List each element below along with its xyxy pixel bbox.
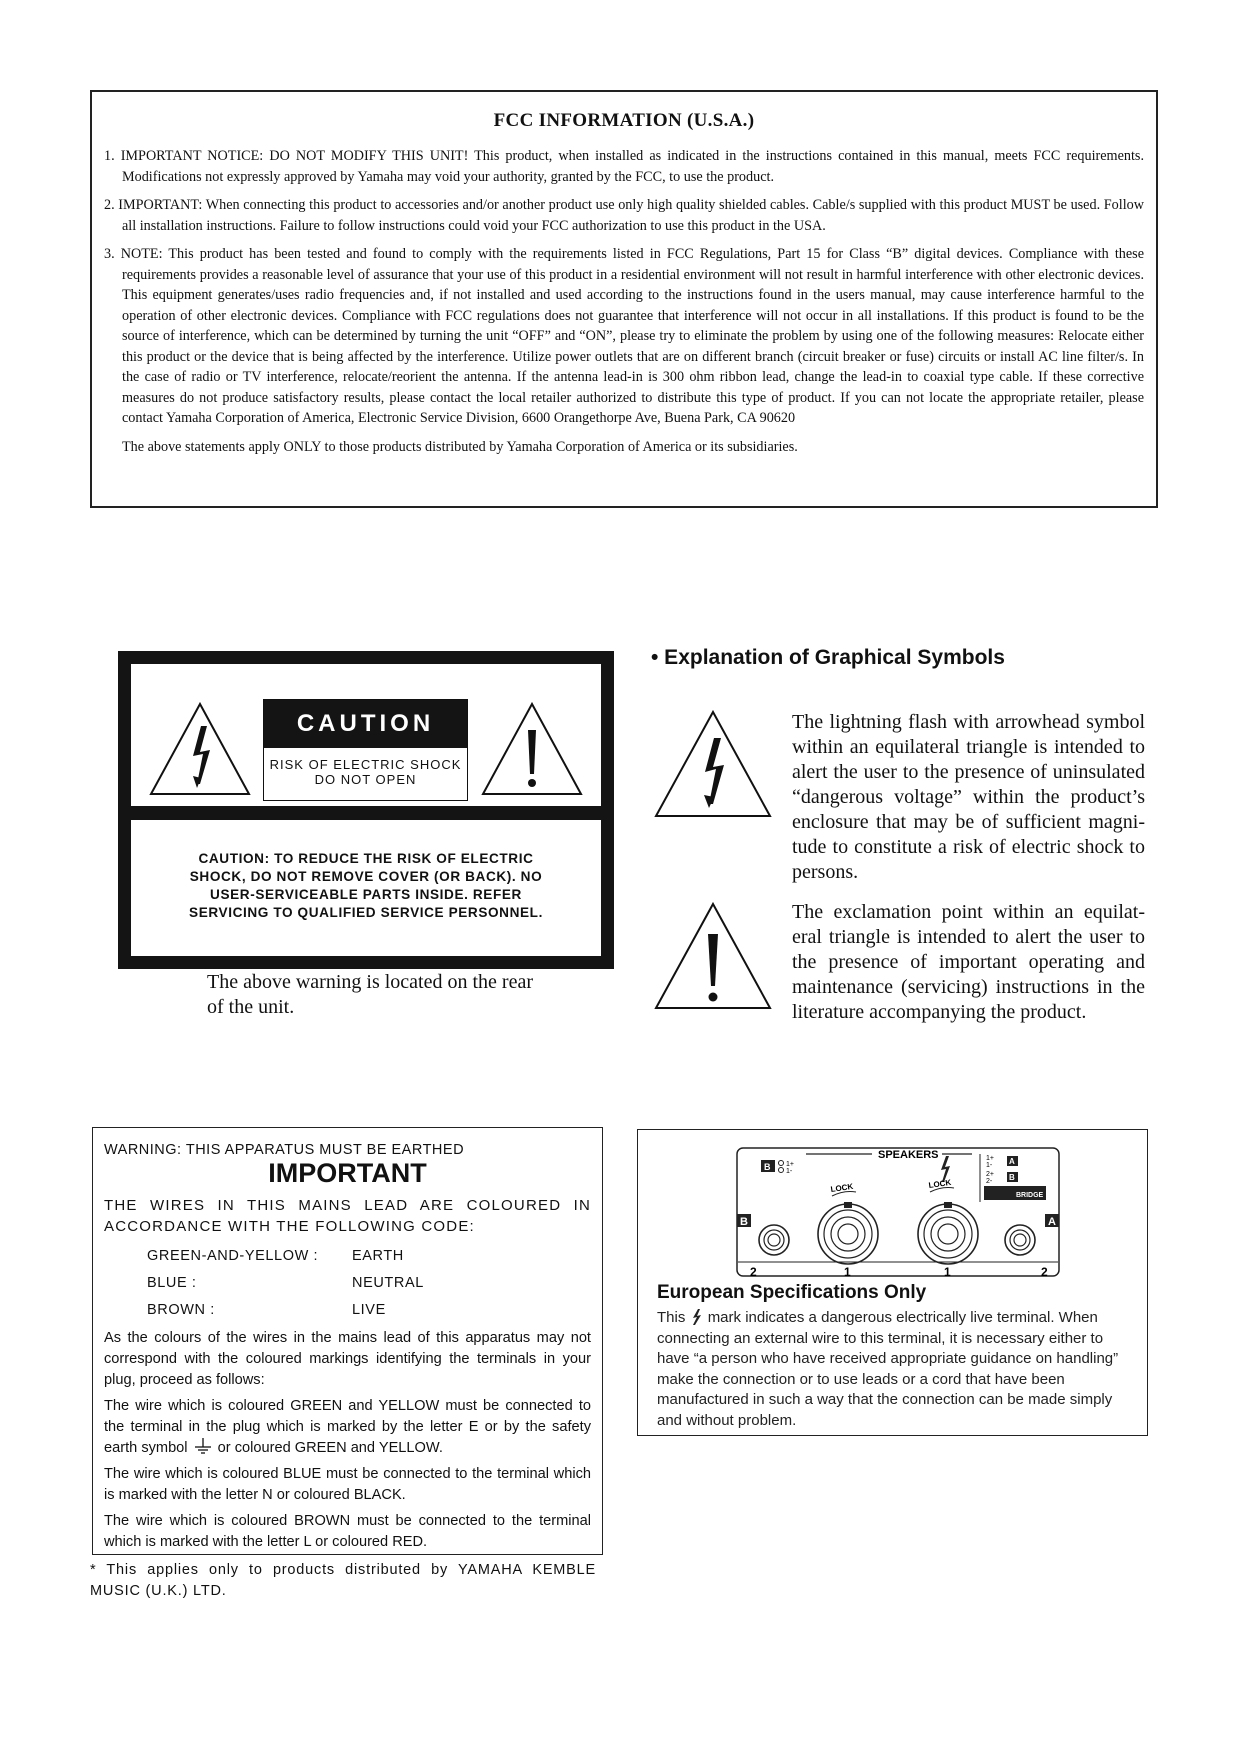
fcc-list — [104, 146, 1144, 429]
fcc-item-2: 2. IMPORTANT: When connecting this product to accessories and/or another product use only high quality shielded cables. Cable/s supplied with this product MUST be used. Follow all installation instructions. Failure to follow instructions could void your FCC authorization to use this product in the USA. — [104, 197, 1144, 234]
label-a-side: A — [1048, 1216, 1056, 1228]
fcc-title: FCC INFORMATION (U.S.A.) — [493, 110, 755, 131]
exclamation-warning-icon — [479, 700, 585, 798]
wire-meaning: NEUTRAL — [352, 1275, 424, 1291]
label-b-side: B — [740, 1216, 748, 1228]
wire-code-row — [104, 1297, 591, 1324]
lightning-explanation: The lightning flash with arrowhead symbol within an equilateral triangle is intended to alert the user to the presence of uninsulated “dangerous voltage” within the product’s enclosure that may be of sufficient magni-tude to constitute a risk of electric shock to persons. — [792, 711, 1145, 883]
exclamation-symbol-icon — [652, 900, 774, 1012]
wire-code-intro: THE WIRES IN THIS MAINS LEAD ARE COLOURED IN ACCORDANCE WITH THE FOLLOWING CODE: — [104, 1197, 591, 1235]
pin-1-plus-a: 1+ — [986, 1155, 994, 1162]
pin-2-plus-b: 2+ — [986, 1171, 994, 1178]
eu-text-after: mark indicates a dangerous electrically live terminal. When connecting an external wire to this terminal, it is necessary either to have “a person who have received appropriate guidance on handling” make the connection or to use leads or a cord that have been manufactured in such a way that the connection can be made simply and without problem. — [657, 1309, 1119, 1429]
lightning-warning-icon — [147, 700, 253, 798]
wire-code-row — [104, 1270, 591, 1297]
blue-wire-paragraph: The wire which is coloured BLUE must be connected to the terminal which is marked with the letter N or coloured BLACK. — [104, 1466, 591, 1503]
uk-footnote: * This applies only to products distributed by YAMAHA KEMBLE MUSIC (U.K.) LTD. — [90, 1562, 596, 1599]
lightning-symbol-icon — [652, 708, 774, 820]
live-mark-icon — [690, 1308, 704, 1326]
num-2-left: 2 — [750, 1265, 757, 1279]
green-yellow-text-before: The wire which is coloured GREEN and YELLOW must be connected to the terminal in the plug which is marked by the letter E or by the safety earth symbol — [104, 1398, 591, 1456]
caution-body-text: CAUTION: TO REDUCE THE RISK OF ELECTRIC SHOCK, DO NOT REMOVE COVER (OR BACK). NO USER-SERVICEABLE PARTS INSIDE. REFER SERVICING TO QUALIFIED SERVICE PERSONNEL. — [189, 851, 543, 920]
mains-lead-paragraph: As the colours of the wires in the mains lead of this apparatus may not correspond with the coloured markings identifying the terminals in your plug, proceed as follows: — [104, 1330, 591, 1388]
speakers-label: SPEAKERS — [878, 1149, 939, 1161]
caution-bottom-area — [131, 820, 601, 956]
earthed-warning: WARNING: THIS APPARATUS MUST BE EARTHED — [104, 1142, 465, 1158]
fcc-apply-note: The above statements apply ONLY to those products distributed by Yamaha Corporation of America or its subsidiaries. — [122, 438, 798, 455]
eu-text-before: This — [657, 1309, 686, 1326]
caution-subtitle — [264, 748, 467, 787]
lock-label-right: LOCK — [928, 1177, 952, 1190]
exclamation-explanation: The exclamation point within an equilat-eral triangle is intended to alert the user to the presence of important operating and maintenance (servicing) instructions in the literature accompanying the product. — [792, 901, 1145, 1023]
pin-1-minus-a: 1- — [986, 1162, 993, 1169]
fcc-information-box — [90, 90, 1158, 508]
wire-meaning: EARTH — [352, 1248, 404, 1264]
pin-1-minus: 1- — [786, 1168, 793, 1175]
wire-colour: BLUE : — [147, 1275, 197, 1291]
important-heading: IMPORTANT — [268, 1158, 427, 1188]
num-1-right: 1 — [944, 1265, 951, 1279]
caution-top-area — [131, 664, 601, 806]
caution-subtitle-line2: DO NOT OPEN — [314, 772, 417, 787]
label-b-small: B — [764, 1162, 771, 1172]
earthing-warning-box — [92, 1127, 603, 1555]
european-spec-title: European Specifications Only — [657, 1282, 927, 1303]
caution-subtitle-line1: RISK OF ELECTRIC SHOCK — [269, 757, 462, 772]
label-a-small: A — [1009, 1157, 1015, 1166]
caution-panel — [118, 651, 614, 969]
pin-2-minus-b: 2- — [986, 1178, 993, 1185]
num-1-left: 1 — [844, 1265, 851, 1279]
label-b-pin: B — [1009, 1173, 1015, 1182]
green-yellow-text-after: or coloured GREEN and YELLOW. — [217, 1440, 443, 1456]
european-spec-text — [657, 1308, 1137, 1432]
lock-label-left: LOCK — [830, 1181, 854, 1194]
fcc-item-1: 1. IMPORTANT NOTICE: DO NOT MODIFY THIS UNIT! This product, when installed as indicated in the instructions contained in this manual, meets FCC requirements. Modifications not expressly approved by Yamaha may void your authority, granted by the FCC, to use the product. — [104, 148, 1144, 185]
green-yellow-paragraph — [104, 1396, 591, 1459]
pin-1-plus: 1+ — [786, 1161, 794, 1168]
wire-colour: BROWN : — [147, 1302, 215, 1318]
bridge-label: BRIDGE — [1016, 1192, 1044, 1199]
wire-code-row — [104, 1243, 591, 1270]
brown-wire-paragraph: The wire which is coloured BROWN must be connected to the terminal which is marked with the letter L or coloured RED. — [104, 1513, 591, 1550]
speaker-terminal-panel-diagram — [736, 1142, 1061, 1280]
fcc-item-3: 3. NOTE: This product has been tested and found to comply with the requirements listed in FCC Regulations, Part 15 for Class “B” digital devices. Compliance with these requirements provides a reasonable level of assurance that your use of this product in a residential environment will not result in harmful interference with other electronic devices. This equipment generates/uses radio frequencies and, if not installed and used according to the instructions found in the users manual, may cause interference harmful to the operation of other electronic devices. Compliance with FCC regulations does not guarantee that interference will not occur in all installations. If this product is found to be the source of interference, which can be determined by turning the unit “OFF” and “ON”, please try to eliminate the problem by using one of the following measures: Relocate either this product or the device that is being affected by the interference. Utilize power outlets that are on different branch (circuit breaker or fuse) circuits or install AC line filter/s. In the case of radio or TV interference, relocate/reorient the antenna. If the antenna lead-in is 300 ohm ribbon lead, change the lead-in to coaxial type cable. If these corrective measures do not produce satisfactory results, please contact the local retailer authorized to distribute this type of product. If you can not locate the appropriate retailer, please contact Yamaha Corporation of America, Electronic Service Division, 6600 Orangethorpe Ave, Buena Park, CA 90620 — [104, 246, 1144, 426]
caution-location-note: The above warning is located on the rear of the unit. — [207, 971, 533, 1018]
earth-symbol-icon — [192, 1438, 214, 1454]
wire-colour: GREEN-AND-YELLOW : — [147, 1248, 319, 1264]
explanation-heading: • Explanation of Graphical Symbols — [651, 646, 1005, 669]
num-2-right: 2 — [1041, 1265, 1048, 1279]
european-spec-box — [637, 1129, 1148, 1436]
wire-meaning: LIVE — [352, 1302, 386, 1318]
caution-label — [263, 699, 468, 801]
caution-title: CAUTION — [264, 700, 467, 748]
